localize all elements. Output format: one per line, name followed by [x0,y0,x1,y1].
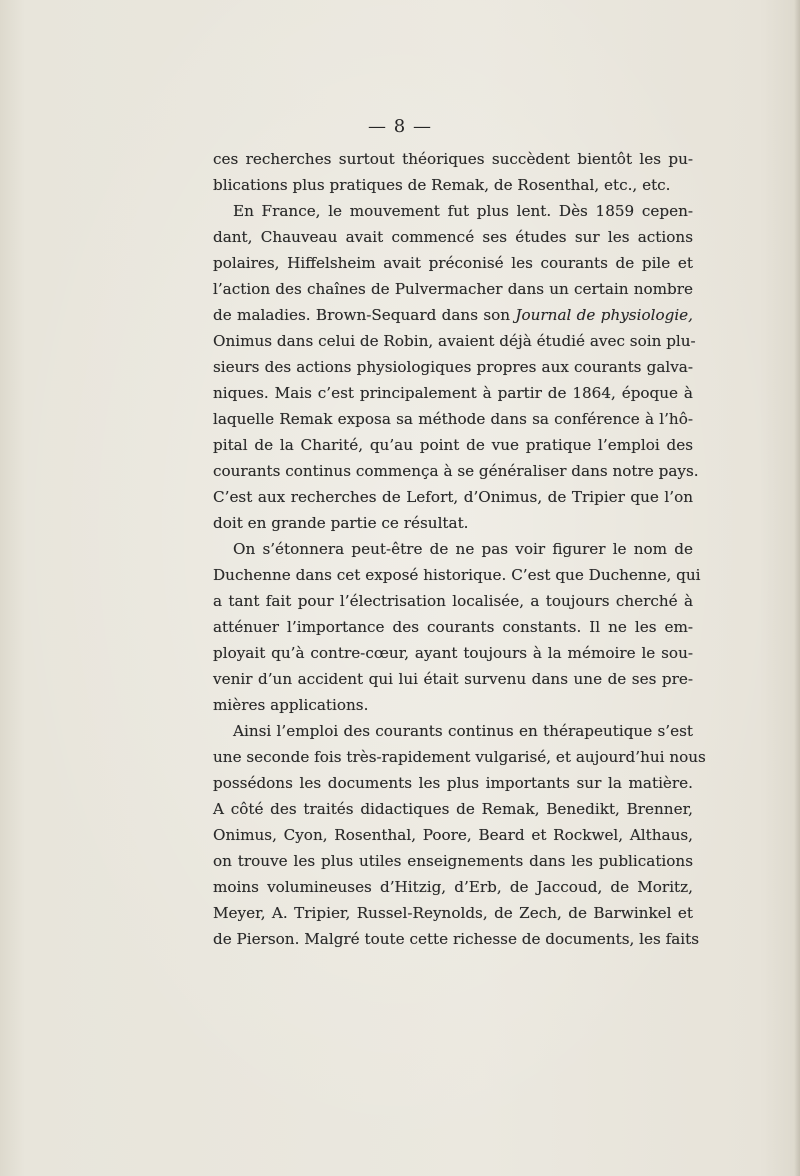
text-line: venir d’un accident qui lui était survenu dans une de ses pre- [213,670,693,688]
text-line: mières applications. [213,696,369,714]
text-line: une seconde fois très-rapidement vulgarisé, et aujourd’hui nous [213,748,706,766]
journal-title: Journal de physiologie, [515,306,693,324]
text-line-with-title [213,302,693,328]
text-line: sieurs des actions physiologiques propres aux courants galva- [213,358,693,376]
text-line: blications plus pratiques de Remak, de Rosenthal, etc., etc. [213,176,671,194]
text-line: possédons les documents les plus importants sur la matière. [213,774,693,792]
text-line: Onimus, Cyon, Rosenthal, Poore, Beard et Rockwel, Althaus, [213,826,693,844]
text-line: A côté des traités didactiques de Remak, Benedikt, Brenner, [213,800,693,818]
text-line: atténuer l’importance des courants constants. Il ne les em- [213,618,693,636]
text-line: niques. Mais c’est principalement à partir de 1864, époque à [213,384,693,402]
text-line: Onimus dans celui de Robin, avaient déjà étudié avec soin plu- [213,332,696,350]
text-line: pital de la Charité, qu’au point de vue pratique l’emploi des [213,436,693,454]
text-line: moins volumineuses d’Hitzig, d’Erb, de Jaccoud, de Moritz, [213,878,693,896]
text-line: Duchenne dans cet exposé historique. C’est que Duchenne, qui [213,566,701,584]
text-line: de Pierson. Malgré toute cette richesse de documents, les faits [213,930,700,948]
text-line: polaires, Hiffelsheim avait préconisé les courants de pile et [213,254,693,272]
text-line: Meyer, A. Tripier, Russel-Reynolds, de Zech, de Barwinkel et [213,904,693,922]
text-line: courants continus commença à se généraliser dans notre pays. [213,462,699,480]
text-line: dant, Chauveau avait commencé ses études sur les actions [213,228,693,246]
text-line: laquelle Remak exposa sa méthode dans sa conférence à l’hô- [213,410,693,428]
text-line: doit en grande partie ce résultat. [213,514,469,532]
text-fragment: de maladies. Brown-Sequard dans son [213,306,511,324]
text-line: ces recherches surtout théoriques succèdent bientôt les pu- [213,150,693,168]
text-line: En France, le mouvement fut plus lent. Dès 1859 cepen- [233,202,693,220]
text-line: ployait qu’à contre-cœur, ayant toujours à la mémoire le sou- [213,644,693,662]
text-line: On s’étonnera peut-être de ne pas voir figurer le nom de [233,540,693,558]
page-number: — 8 — [368,116,432,137]
text-line: Ainsi l’emploi des courants continus en thérapeutique s’est [233,722,693,740]
text-line: l’action des chaînes de Pulvermacher dans un certain nombre [213,280,693,298]
text-line: C’est aux recherches de Lefort, d’Onimus, de Tripier que l’on [213,488,693,506]
text-line: a tant fait pour l’électrisation localisée, a toujours cherché à [213,592,693,610]
text-line: on trouve les plus utiles enseignements dans les publications [213,852,693,870]
body-text [213,146,706,952]
